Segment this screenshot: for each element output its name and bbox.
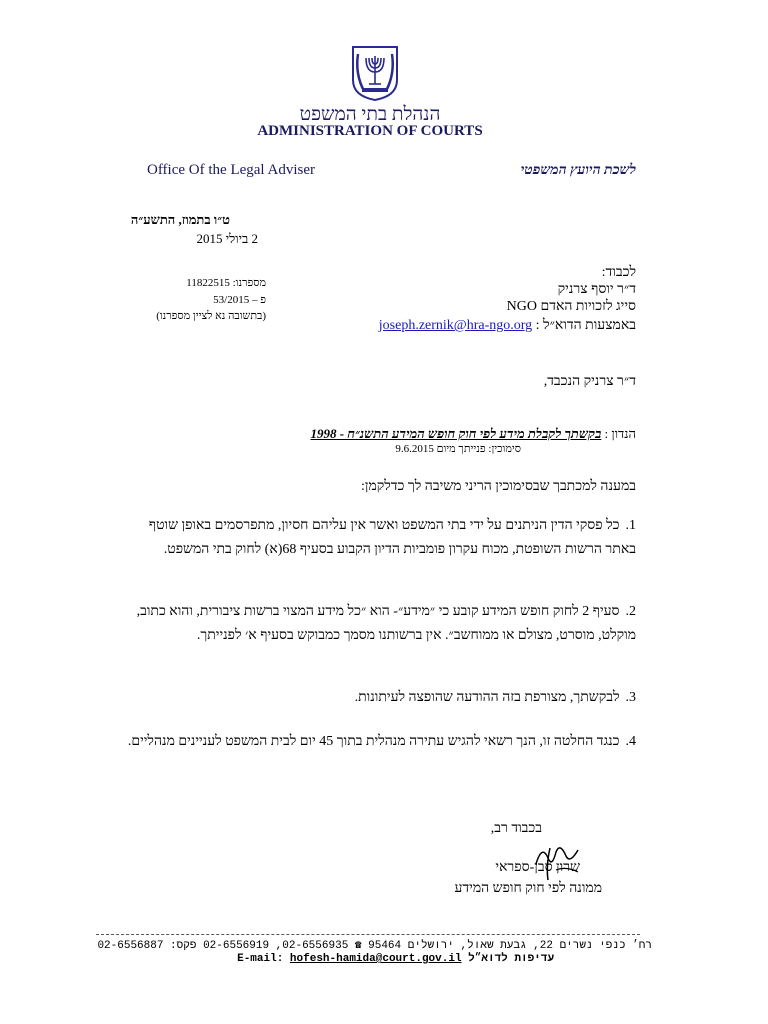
- salutation: ד״ר צרניק הנכבד,: [543, 374, 636, 389]
- paragraph-1: [126, 514, 636, 562]
- footer-address: רח׳ כנפי נשרים 22, גבעת שאול, ירושלים 95464 ☎ 02-6556935, 02-6556919 פקס: 02-6556887: [97, 940, 652, 952]
- footer-email-link[interactable]: hofesh-hamida@court.gov.il: [289, 953, 462, 965]
- recipient-name: ד״ר יוסף צרניק: [557, 282, 636, 297]
- signer-name: שרון סבן-ספראי: [495, 860, 580, 875]
- state-emblem-icon: [350, 44, 400, 102]
- paragraph-text: סעיף 2 לחוק חופש המידע קובע כי ״מידע״- הוא ״כל מידע המצוי ברשות ציבורית, והוא כתוב, מוקלט, מוסרט, מצולם או ממוחשב״. אין ברשותנו מסמך כמבוקש בסעיף א׳ לפנייתך.: [136, 604, 636, 643]
- reference-number: מספרנו: 11822515: [186, 277, 266, 289]
- footer-contact-row: [237, 953, 554, 965]
- footer-divider: [96, 934, 640, 935]
- office-name-english: Office Of the Legal Adviser: [147, 162, 315, 178]
- paragraph-text: כל פסקי הדין הניתנים על ידי בתי המשפט ואשר אין עליהם חסיון, מתפרסמים באופן שוטף באתר הרשות השופטת, מכוח עקרון פומביות הדיון הקבוע בסעיף 68(א) לחוק בתי המשפט.: [148, 518, 636, 557]
- paragraph-number: 2.: [625, 604, 636, 619]
- date-hebrew: ט״ו בתמוז, התשע״ה: [130, 212, 230, 227]
- org-name-hebrew: הנהלת בתי המשפט: [299, 104, 441, 125]
- recipient-label: לכבוד:: [601, 265, 636, 280]
- recipient-email-row: [379, 318, 636, 334]
- paragraph-2: [126, 600, 636, 648]
- subject-label: הנדון :: [604, 426, 636, 441]
- recipient-email-link[interactable]: joseph.zernik@hra-ngo.org: [378, 318, 533, 333]
- paragraph-number: 3.: [625, 690, 636, 705]
- intro-text: במענה למכתבך שבסימוכין הריני משיבה לך כדלקמן:: [361, 479, 636, 494]
- file-number: פ – 53/2015: [213, 294, 266, 306]
- paragraph-text: כנגד החלטה זו, הנך רשאי להגיש עתירה מנהלית בתוך 45 יום לבית המשפט לעניינים מנהליים.: [127, 734, 620, 749]
- paragraph-3: [126, 686, 636, 710]
- footer-note: עדיפות לדוא״ל: [468, 953, 554, 965]
- via-email-label: באמצעות הדוא״ל :: [535, 318, 636, 333]
- reference-line: סימוכין: פנייתך מיום 9.6.2015: [395, 443, 521, 455]
- subject-row: [310, 426, 636, 442]
- reference-note: (בתשובה נא לציין מספרנו): [156, 310, 266, 322]
- date-gregorian: 2 ביולי 2015: [196, 231, 258, 246]
- paragraph-number: 1.: [625, 518, 636, 533]
- org-name-english: ADMINISTRATION OF COURTS: [257, 123, 483, 139]
- paragraph-4: [126, 730, 636, 754]
- closing: בכבוד רב,: [490, 821, 542, 836]
- footer-email-label: E-mail:: [237, 953, 284, 965]
- recipient-title: סייג לזכויות האדם NGO: [506, 299, 636, 314]
- office-name-hebrew: לשכת היועץ המשפטי: [520, 163, 636, 178]
- paragraph-number: 4.: [625, 734, 636, 749]
- subject-text: בקשתך לקבלת מידע לפי חוק חופש המידע התשנ״ח - 1998: [310, 426, 602, 441]
- paragraph-text: לבקשתך, מצורפת בזה ההודעה שהופצה לעיתונות.: [354, 690, 620, 705]
- signer-title: ממונה לפי חוק חופש המידע: [454, 881, 602, 896]
